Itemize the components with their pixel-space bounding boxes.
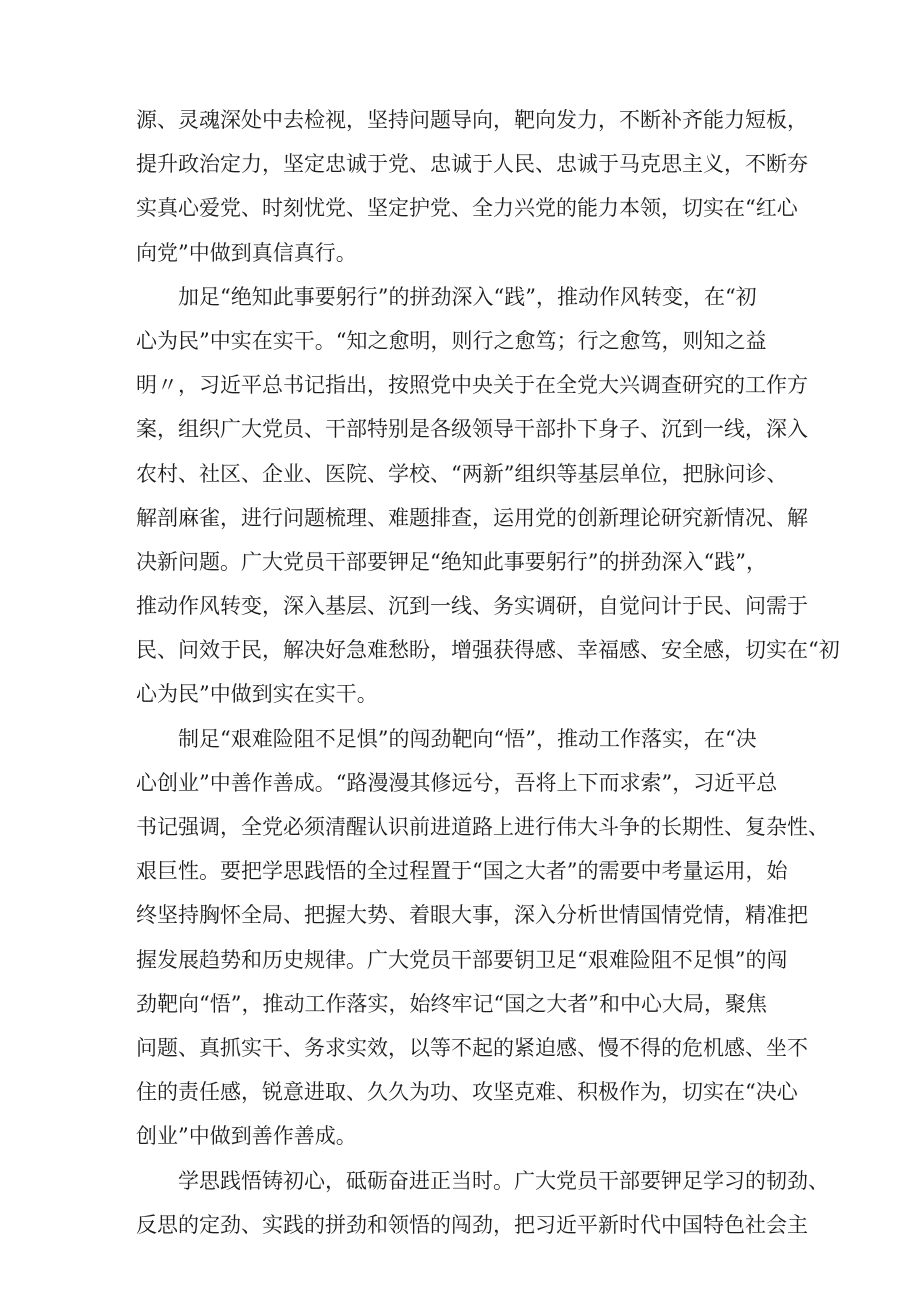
text-line: 向党”中做到真信真行。 [136, 240, 357, 265]
text-line: 提升政治定力，坚定忠诚于党、忠诚于人民、忠诚于马克思主义，不断夯 [136, 152, 808, 177]
text-line: 反思的定劲、实践的拼劲和领悟的闯劲，把习近平新时代中国特色社会主 [136, 1212, 808, 1237]
text-line: 源、灵魂深处中去检视，坚持问题导向，靶向发力，不断补齐能力短板， [136, 108, 808, 132]
text-line: 制足“艰难险阻不足惧”的闯劲靶向“悟”，推动工作落实，在“决 [178, 726, 757, 751]
text-line: 解剖麻雀，进行问题梳理、难题排查，运用党的创新理论研究新情况、解 [136, 505, 808, 530]
text-line: 问题、真抓实干、务求实效，以等不起的紧迫感、慢不得的危机感、坐不 [136, 1035, 808, 1060]
text-line: 心为民”中做到实在实干。 [136, 682, 378, 707]
text-line: 民、问效于民，解决好急难愁盼，增强获得感、幸福感、安全感，切实在“初 [136, 638, 840, 663]
paragraph [136, 275, 840, 717]
text-line: 创业”中做到善作善成。 [136, 1124, 357, 1149]
text-line: 明〃，习近平总书记指出，按照党中央关于在全党大兴调查研究的工作方 [136, 373, 808, 398]
text-line: 案，组织广大党员、干部特别是各级领导干部扑下身子、沉到一线，深入 [136, 417, 808, 442]
text-line: 终坚持胸怀全局、把握大势、着眼大事，深入分析世情国情党情，精准把 [136, 903, 808, 928]
text-line: 推动作风转变，深入基层、沉到一线、务实调研，自觉问计于民、问需于 [136, 594, 808, 619]
text-line: 住的责任感，锐意进取、久久为功、攻坚克难、积极作为，切实在“决心 [136, 1080, 798, 1105]
text-line: 决新问题。广大党员干部要钾足“绝知此事要躬行”的拼劲深入“践”， [136, 549, 767, 574]
text-line: 劲靶向“悟”，推动工作落实，始终牢记“国之大者”和中心大局，聚焦 [136, 991, 767, 1016]
paragraph [136, 1159, 829, 1247]
text-line: 握发展趋势和历史规律。广大党员干部要钥卫足“艰难险阻不足惧”的闯 [136, 947, 788, 972]
text-line: 学思践悟铸初心，砥砺奋进正当时。广大党员干部要钾足学习的韧劲、 [178, 1168, 829, 1193]
text-line: 心创业”中善作善成。“路漫漫其修远兮，吾将上下而求索”，习近平总 [136, 770, 778, 795]
text-line: 加足“绝知此事要躬行”的拼劲深入“践”，推动作风转变，在“初 [178, 284, 757, 309]
text-line: 心为民”中实在实干。“知之愈明，则行之愈笃；行之愈笃，则知之益 [136, 328, 767, 353]
paragraph [136, 98, 808, 275]
text-line: 实真心爱党、时刻忧党、坚定护党、全力兴党的能力本领，切实在“红心 [136, 196, 798, 221]
text-line: 艰巨性。要把学思践悟的全过程置于“国之大者”的需要中考量运用，始 [136, 859, 788, 884]
document-body [136, 98, 840, 1247]
text-line: 农村、社区、企业、医院、学校、“两新”组织等基层单位，把脉问诊、 [136, 461, 788, 486]
text-line: 书记强调，全党必须清醒认识前进道路上进行伟大斗争的长期性、复杂性、 [136, 815, 829, 839]
paragraph [136, 717, 829, 1159]
